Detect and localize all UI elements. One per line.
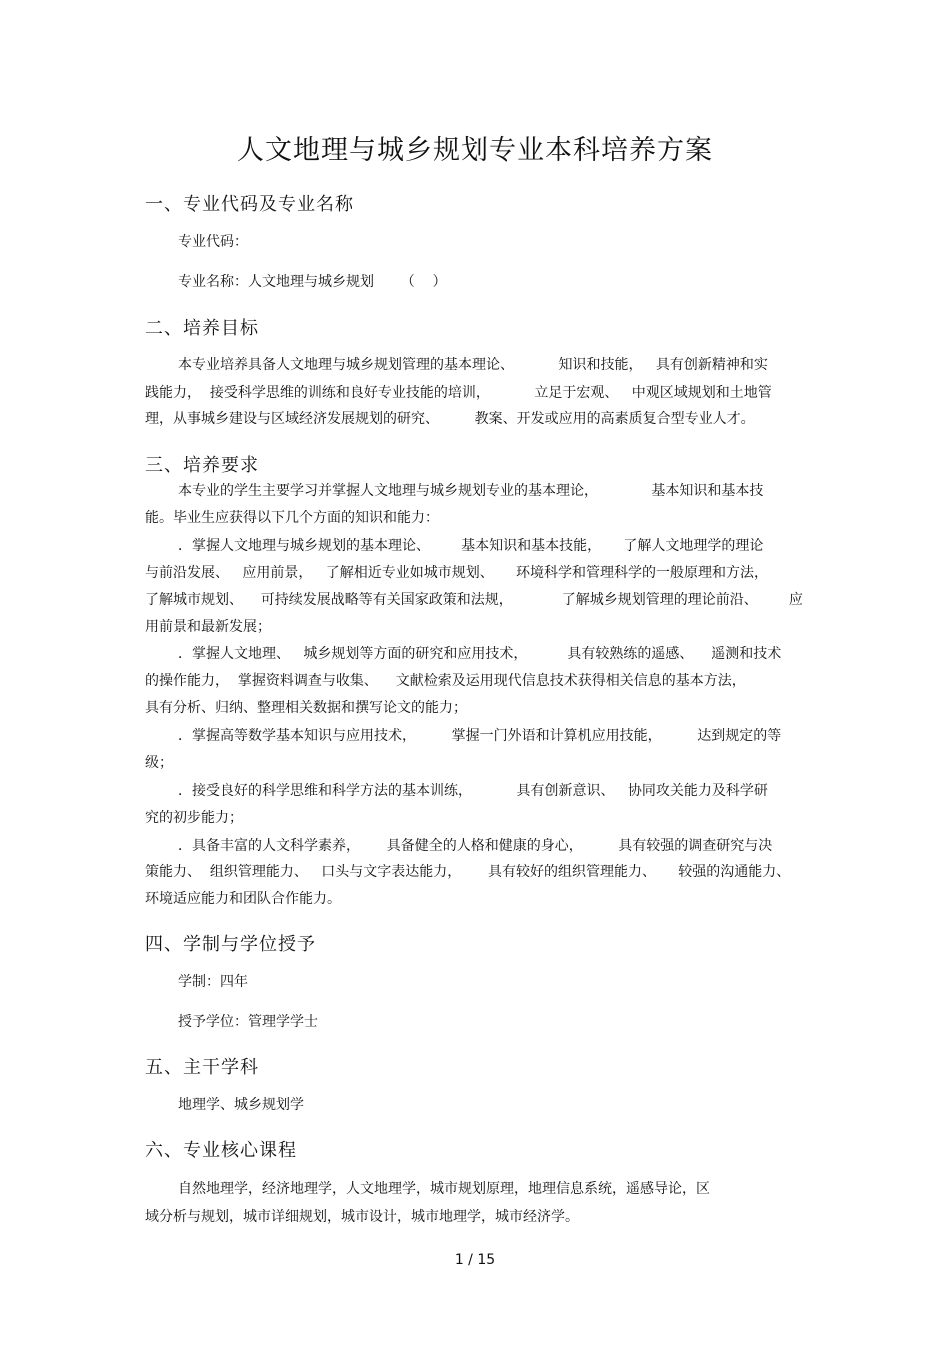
section-heading: 一、专业代码及专业名称 bbox=[145, 194, 354, 215]
document-title: 人文地理与城乡规划专业本科培养方案 bbox=[237, 135, 713, 166]
paragraph-line: 与前沿发展、 应用前景， 了解相近专业如城市规划、 环境科学和管理科学的一般原理和方法， bbox=[145, 565, 768, 581]
paragraph-line: 能。毕业生应获得以下几个方面的知识和能力： bbox=[145, 510, 439, 526]
paragraph-line: ．具备丰富的人文科学素养， 具备健全的人格和健康的身心， 具有较强的调查研究与决 bbox=[178, 838, 773, 854]
paragraph-line: 级； bbox=[145, 755, 173, 771]
paragraph-line: 用前景和最新发展； bbox=[145, 619, 271, 635]
section-heading: 五、主干学科 bbox=[145, 1057, 259, 1078]
paragraph-line: 本专业培养具备人文地理与城乡规划管理的基本理论、 知识和技能， 具有创新精神和实 bbox=[178, 357, 768, 373]
page-number: 1 / 15 bbox=[454, 1252, 496, 1268]
paragraph-line: 具有分析、归纳、整理相关数据和撰写论文的能力； bbox=[145, 700, 467, 716]
paragraph-line: 本专业的学生主要学习并掌握人文地理与城乡规划专业的基本理论， 基本知识和基本技 bbox=[178, 483, 764, 499]
paragraph-line: 理，从事城乡建设与区域经济发展规划的研究、 教案、开发或应用的高素质复合型专业人才。 bbox=[145, 411, 755, 427]
section-heading: 六、专业核心课程 bbox=[145, 1140, 297, 1161]
paragraph-line: 授予学位：管理学学士 bbox=[178, 1014, 318, 1030]
section-heading: 二、培养目标 bbox=[145, 318, 259, 339]
paragraph-line: 践能力， 接受科学思维的训练和良好专业技能的培训， 立足于宏观、 中观区域规划和土地管 bbox=[145, 385, 772, 401]
paragraph-line: 域分析与规划，城市详细规划，城市设计，城市地理学，城市经济学。 bbox=[145, 1209, 579, 1225]
paragraph-line: ．掌握人文地理与城乡规划的基本理论、 基本知识和基本技能， 了解人文地理学的理论 bbox=[178, 538, 764, 554]
section-heading: 四、学制与学位授予 bbox=[145, 934, 316, 955]
paragraph-line: ．掌握高等数学基本知识与应用技术， 掌握一门外语和计算机应用技能， 达到规定的等 bbox=[178, 728, 782, 744]
paragraph-line: 学制：四年 bbox=[178, 974, 248, 990]
paragraph-line: 专业名称：人文地理与城乡规划 （ ） bbox=[178, 274, 447, 290]
paragraph-line: ．接受良好的科学思维和科学方法的基本训练， 具有创新意识、 协同攻关能力及科学研 bbox=[178, 783, 768, 799]
paragraph-line: ．掌握人文地理、 城乡规划等方面的研究和应用技术， 具有较熟练的遥感、 遥测和技术 bbox=[178, 646, 782, 662]
paragraph-line: 自然地理学，经济地理学，人文地理学，城市规划原理，地理信息系统，遥感导论，区 bbox=[178, 1181, 710, 1197]
paragraph-line: 地理学、城乡规划学 bbox=[178, 1097, 304, 1113]
paragraph-line: 策能力、 组织管理能力、 口头与文字表达能力， 具有较好的组织管理能力、 较强的沟通能力、 bbox=[145, 864, 791, 880]
paragraph-line: 的操作能力， 掌握资料调查与收集、 文献检索及运用现代信息技术获得相关信息的基本方法， bbox=[145, 673, 746, 689]
section-heading: 三、培养要求 bbox=[145, 455, 259, 476]
paragraph-line: 环境适应能力和团队合作能力。 bbox=[145, 891, 341, 907]
paragraph-line: 专业代码： bbox=[178, 234, 248, 250]
paragraph-line: 究的初步能力； bbox=[145, 810, 243, 826]
paragraph-line: 了解城市规划、 可持续发展战略等有关国家政策和法规， 了解城乡规划管理的理论前沿、 应 bbox=[145, 592, 803, 608]
